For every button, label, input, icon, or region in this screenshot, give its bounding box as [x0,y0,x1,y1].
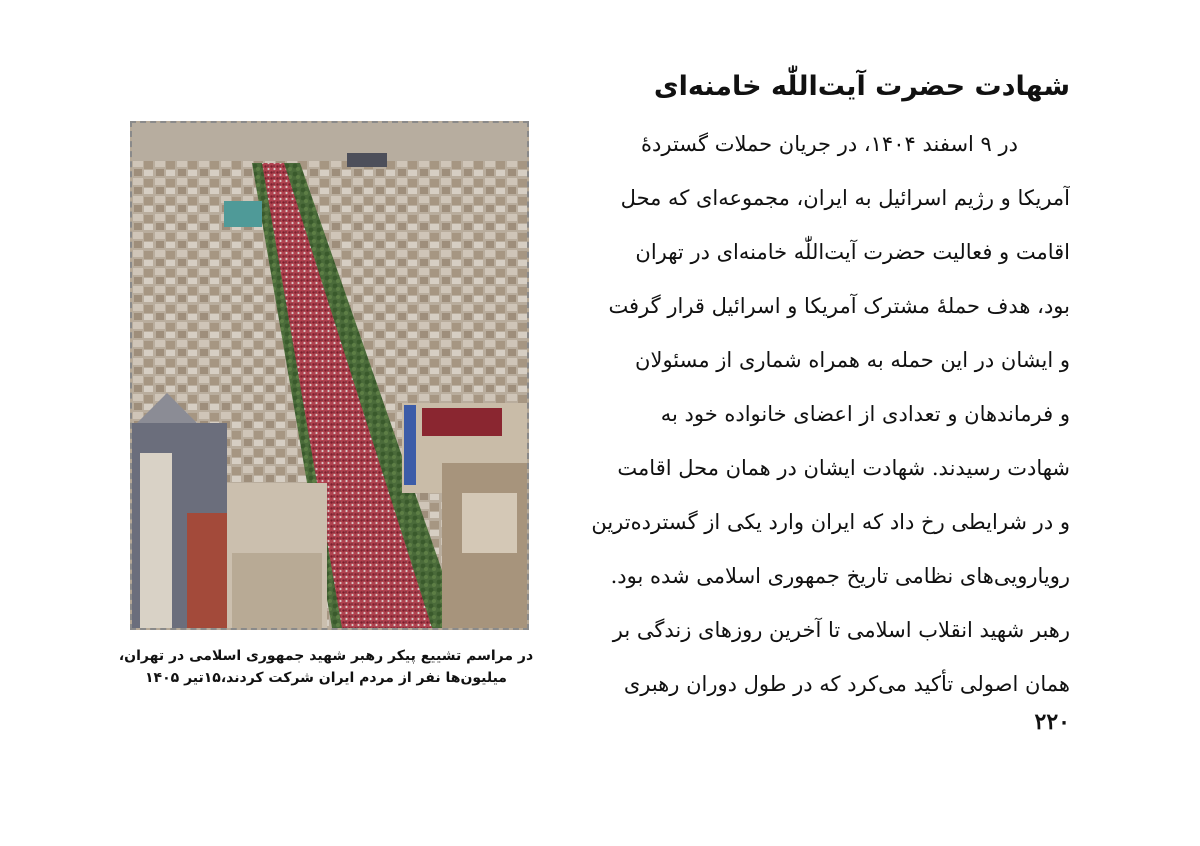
photo-illustration [132,123,527,628]
paragraph-line: و فرماندهان و تعدادی از اعضای خانواده خود به [660,402,1070,426]
paragraph-line: رهبر شهید انقلاب اسلامی تا آخرین روزهای زندگی بر [612,618,1070,642]
body-paragraph [570,117,1070,711]
photo-caption [100,645,552,689]
aerial-crowd-photo [130,121,529,630]
paragraph-line: بود، هدف حملهٔ مشترک آمریکا و اسرائیل قرار گرفت [608,294,1070,318]
paragraph-line: رویارویی‌های نظامی تاریخ جمهوری اسلامی شده بود. [610,564,1070,588]
caption-line: در مراسم تشییع پیکر رهبر شهید جمهوری اسلامی در تهران، [118,648,534,664]
section-title: شهادت حضرت آیت‌اللّٰه خامنه‌ای [653,71,1070,102]
page-number: ۲۲۰ [1034,709,1070,735]
paragraph-line: همان اصولی تأکید می‌کرد که در طول دوران رهبری [623,672,1070,696]
caption-line: میلیون‌ها نفر از مردم ایران شرکت کردند،۱۵تیر ۱۴۰۵ [145,670,507,686]
paragraph-line: در ۹ اسفند ۱۴۰۴، در جریان حملات گستردهٔ [641,132,1018,156]
paragraph-line: آمریکا و رژیم اسرائیل به ایران، مجموعه‌ای که محل [620,186,1070,210]
paragraph-line: اقامت و فعالیت حضرت آیت‌اللّٰه خامنه‌ای در تهران [635,240,1070,264]
paragraph-line: و در شرایطی رخ داد که ایران وارد یکی از گسترده‌ترین [591,510,1070,534]
paragraph-line: شهادت رسیدند. شهادت ایشان در همان محل اقامت [617,456,1070,480]
paragraph-line: و ایشان در این حمله به همراه شماری از مسئولان [635,348,1070,372]
